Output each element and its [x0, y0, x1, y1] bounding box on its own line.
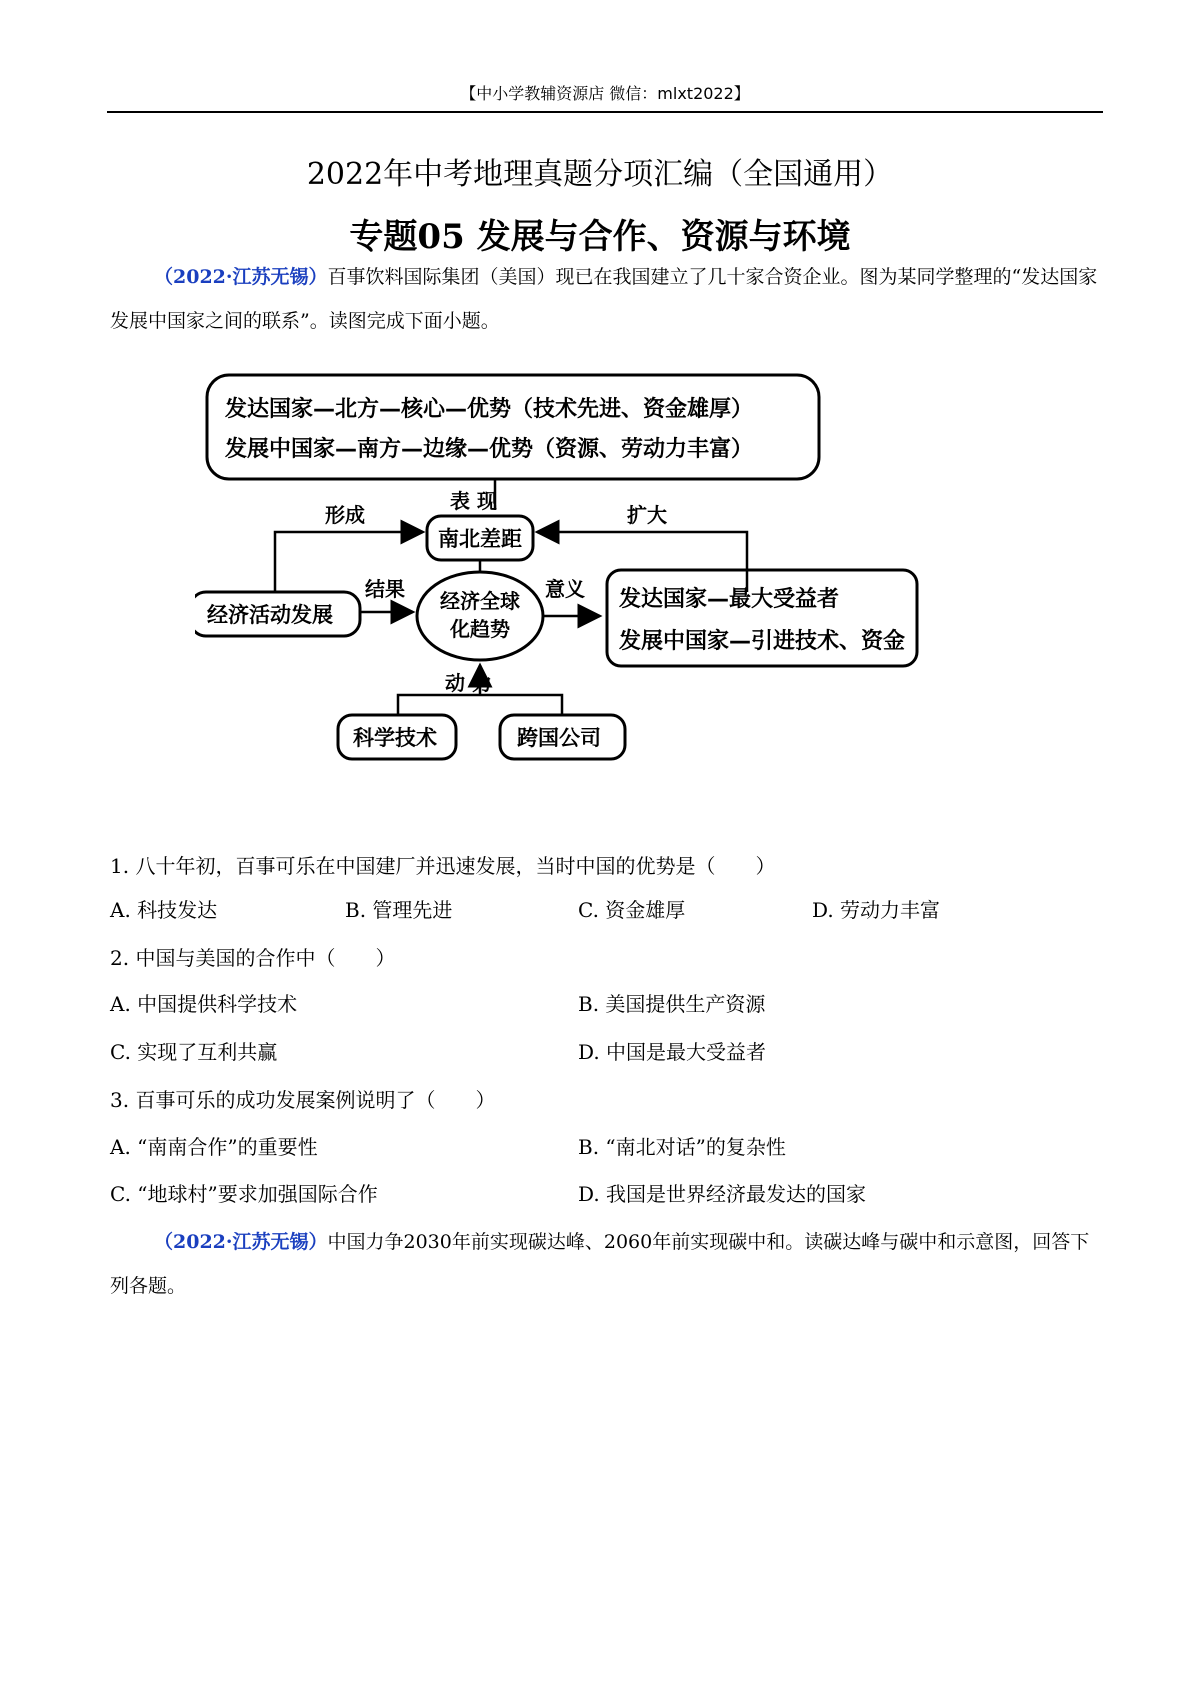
node-globalization-line1: 经济全球: [440, 589, 520, 613]
question-2-option-a: A. 中国提供科学技术: [110, 992, 298, 1016]
node-globalization-line2: 化趋势: [450, 617, 510, 641]
node-multinational-label: 跨国公司: [517, 726, 601, 750]
question-2-option-b: B. 美国提供生产资源: [578, 992, 766, 1016]
node-globalization: [417, 572, 543, 660]
node-economic-activity-label: 经济活动发展: [207, 603, 333, 627]
right-box-line1: 发达国家—最大受益者: [619, 587, 840, 612]
node-science-label: 科学技术: [353, 726, 437, 750]
label-biaoxian: 表 现: [450, 489, 497, 513]
question-1-option-b: B. 管理先进: [345, 898, 453, 922]
right-box-line2: 发展中国家—引进技术、资金: [619, 629, 906, 654]
intro-paragraph-2: [110, 1220, 1105, 1308]
label-yiyi: 意义: [545, 577, 585, 601]
label-kuoda: 扩大: [627, 503, 667, 527]
source-tag: （2022·江苏无锡）: [154, 266, 328, 288]
intro-text-2: 中国力争2030年前实现碳达峰、2060年前实现碳中和。读碳达峰与碳中和示意图，回答下列各题。: [110, 1231, 1090, 1297]
intro-paragraph-1: [110, 255, 1105, 343]
intro-text: 百事饮料国际集团（美国）现已在我国建立了几十家合资企业。图为某同学整理的“发达国家发展中国家之间的联系”。读图完成下面小题。: [110, 266, 1098, 332]
label-xingcheng: 形成: [325, 503, 365, 527]
question-3-option-d: D. 我国是世界经济最发达的国家: [578, 1182, 867, 1206]
label-dongli: 动 力: [445, 671, 492, 695]
question-1-stem: 1. 八十年初，百事可乐在中国建厂并迅速发展，当时中国的优势是（ ）: [110, 854, 776, 878]
label-jieguo: 结果: [365, 577, 405, 601]
question-1-option-a: A. 科技发达: [110, 898, 218, 922]
question-3-stem: 3. 百事可乐的成功发展案例说明了（ ）: [110, 1088, 496, 1112]
header-divider: [107, 111, 1103, 113]
development-relations-diagram: [195, 370, 1025, 830]
node-nanbei-label: 南北差距: [438, 527, 522, 551]
document-subtitle: 专题05 发展与合作、资源与环境: [349, 217, 851, 257]
dongli-bracket: [398, 695, 562, 715]
question-3-option-a: A. “南南合作”的重要性: [110, 1135, 318, 1159]
question-1-option-d: D. 劳动力丰富: [812, 898, 941, 922]
source-tag-2: （2022·江苏无锡）: [154, 1231, 328, 1253]
top-box: [207, 375, 819, 479]
question-3-option-b: B. “南北对话”的复杂性: [578, 1135, 786, 1159]
page-header: 【中小学教辅资源店 微信：mlxt2022】: [460, 84, 750, 103]
document-title: 2022年中考地理真题分项汇编（全国通用）: [306, 157, 894, 192]
top-box-line1: 发达国家—北方—核心—优势（技术先进、资金雄厚）: [225, 397, 754, 422]
question-3-option-c: C. “地球村”要求加强国际合作: [110, 1182, 378, 1206]
question-1-option-c: C. 资金雄厚: [578, 898, 686, 922]
question-2-option-d: D. 中国是最大受益者: [578, 1040, 767, 1064]
question-2-stem: 2. 中国与美国的合作中（ ）: [110, 946, 396, 970]
question-2-option-c: C. 实现了互利共赢: [110, 1040, 278, 1064]
top-box-line2: 发展中国家—南方—边缘—优势（资源、劳动力丰富）: [225, 437, 754, 462]
